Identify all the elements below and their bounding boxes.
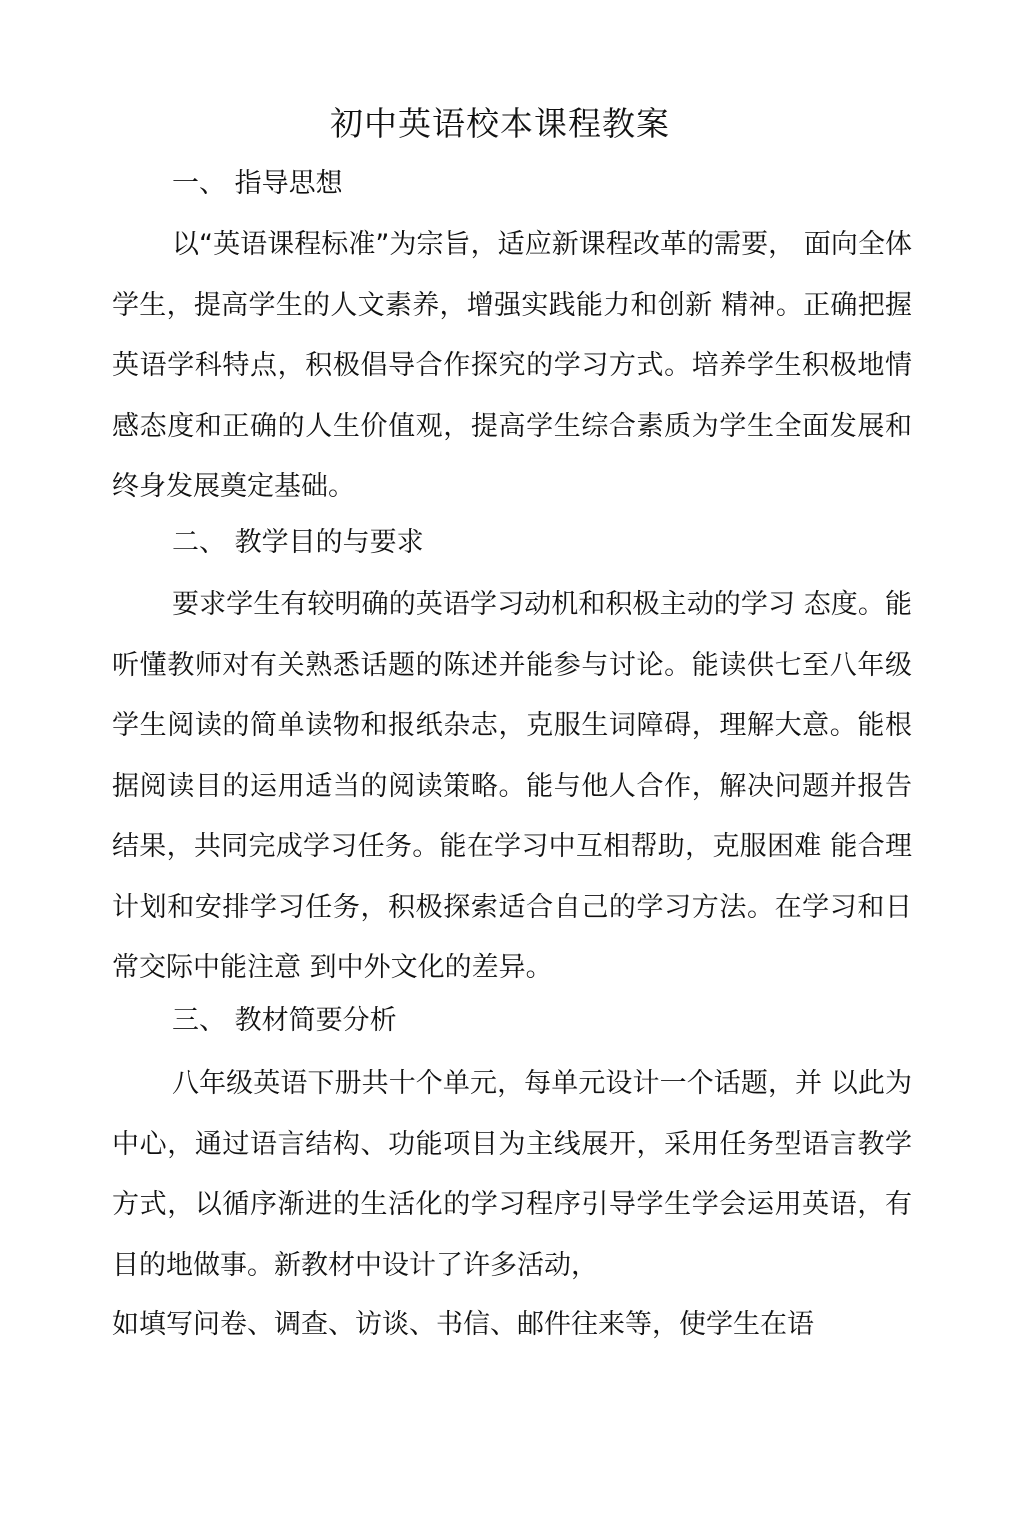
section-body-textbook-analysis: 八年级英语下册共十个单元，每单元设计一个话题，并 以此为中心，通过语言结构、功能项目为主线展开，采用任务型语言教学方式，以循序渐进的生活化的学习程序引导学生学会运用英语，有目的地做事。新教材中设计了许多活动， bbox=[112, 1068, 912, 1281]
section-heading-textbook-analysis: 三、 教材简要分析 bbox=[172, 1005, 397, 1036]
document-title: 初中英语校本课程教案 bbox=[330, 104, 670, 143]
section-body-teaching-goals: 要求学生有较明确的英语学习动机和积极主动的学习 态度。能听懂教师对有关熟悉话题的陈述并能参与讨论。能读供七至八年级学生阅读的简单读物和报纸杂志，克服生词障碍，理解大意。能根据阅读目的运用适当的阅读策略。能与他人合作，解决问题并报告结果，共同完成学习任务。能在学习中互相帮助，克服困难 能合理计划和安排学习任务，积极探索适合自己的学习方法。在学习和日常交际中能注意 到中外文化的差异。 bbox=[112, 589, 912, 983]
section-body-guiding-thought: 以“英语课程标准”为宗旨，适应新课程改革的需要， 面向全体学生，提高学生的人文素养，增强实践能力和创新 精神。正确把握英语学科特点，积极倡导合作探究的学习方式。培养学生积极地情感态度和正确的人生价值观，提高学生综合素质为学生全面发展和终身发展奠定基础。 bbox=[112, 229, 912, 502]
section-body-continuation: 如填写问卷、调查、访谈、书信、邮件往来等，使学生在语 bbox=[112, 1309, 814, 1340]
section-heading-teaching-goals: 二、 教学目的与要求 bbox=[172, 527, 424, 558]
section-heading-guiding-thought: 一、 指导思想 bbox=[172, 168, 343, 199]
